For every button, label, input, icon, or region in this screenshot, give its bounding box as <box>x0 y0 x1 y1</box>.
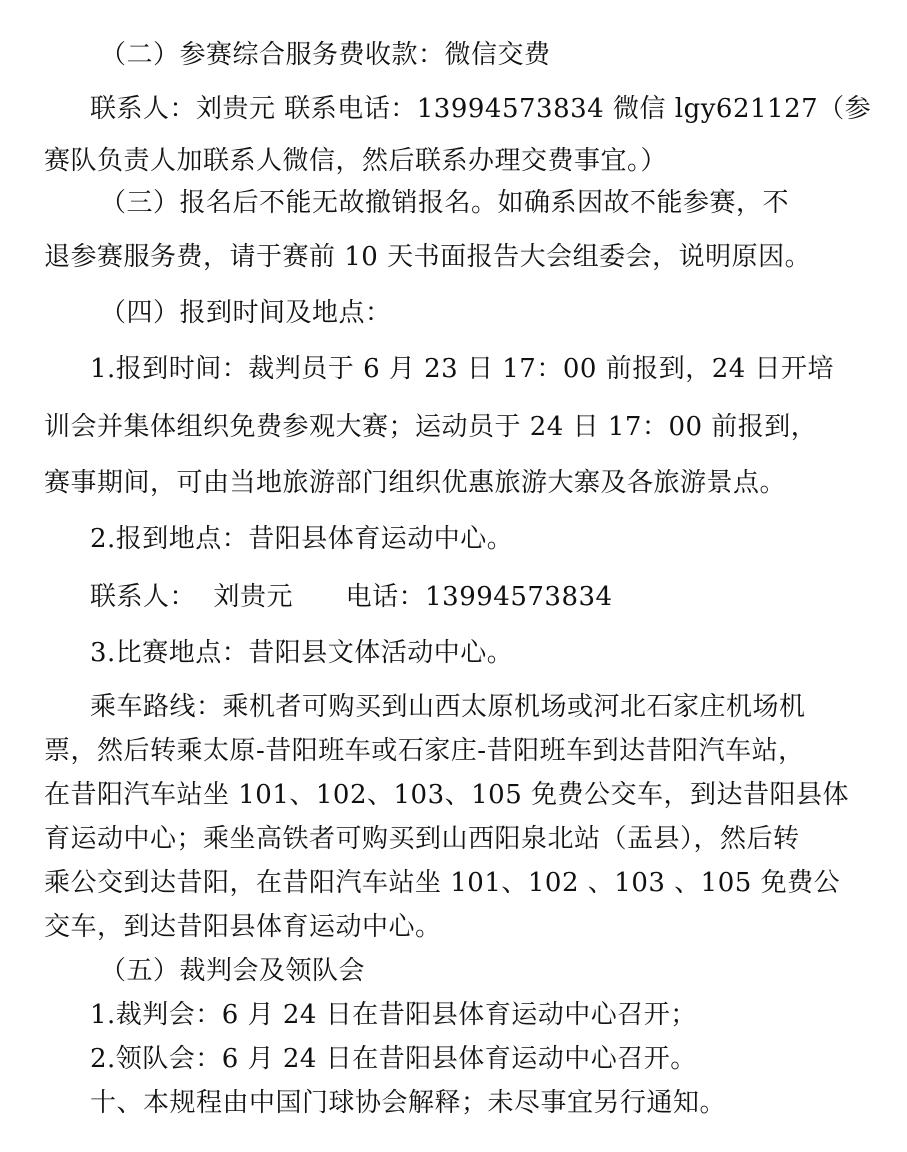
transport-route-cont-4: 乘公交到达昔阳，在昔阳汽车站坐 101、102 、103 、105 免费公 <box>44 868 841 898</box>
team-leader-meeting-line: 2.领队会：6 月 24 日在昔阳县体育运动中心召开。 <box>90 1044 697 1074</box>
section-3-withdrawal-paragraph: （三）报名后不能无故撤销报名。如确系因故不能参赛，不 <box>100 188 790 218</box>
contact-line-cont: 赛队负责人加联系人微信，然后联系办理交费事宜。） <box>44 146 668 176</box>
referee-meeting-line: 1.裁判会：6 月 24 日在昔阳县体育运动中心召开； <box>90 1000 697 1030</box>
transport-route-cont-1: 票，然后转乘太原-昔阳班车或石家庄-昔阳班车到达昔阳汽车站， <box>44 736 805 766</box>
match-venue-line: 3.比赛地点：昔阳县文体活动中心。 <box>90 638 514 668</box>
transport-route-cont-2: 在昔阳汽车站坐 101、102、103、105 免费公交车，到达昔阳县体 <box>44 780 850 810</box>
report-time-cont-2: 赛事期间，可由当地旅游部门组织优惠旅游大寨及各旅游景点。 <box>44 468 787 498</box>
section-4-heading: （四）报到时间及地点： <box>100 298 392 328</box>
interpretation-clause: 十、本规程由中国门球协会解释；未尽事宜另行通知。 <box>90 1088 727 1118</box>
section-5-heading: （五）裁判会及领队会 <box>100 956 366 986</box>
report-time-line: 1.报到时间：裁判员于 6 月 23 日 17：00 前报到，24 日开培 <box>90 354 835 384</box>
contact-line: 联系人：刘贵元 联系电话：13994573834 微信 lgy621127（参 <box>90 94 872 124</box>
location-contact-line: 联系人： 刘贵元 电话：13994573834 <box>90 582 613 612</box>
transport-route-cont-5: 交车，到达昔阳县体育运动中心。 <box>44 912 442 942</box>
report-time-cont-1: 训会并集体组织免费参观大赛；运动员于 24 日 17：00 前报到， <box>44 412 818 442</box>
section-3-withdrawal-cont: 退参赛服务费，请于赛前 10 天书面报告大会组委会，说明原因。 <box>44 242 812 272</box>
report-location-line: 2.报到地点：昔阳县体育运动中心。 <box>90 524 514 554</box>
transport-route-cont-3: 育运动中心；乘坐高铁者可购买到山西阳泉北站（盂县），然后转 <box>44 824 800 854</box>
section-2-service-fee-heading: （二）参赛综合服务费收款：微信交费 <box>100 40 551 70</box>
transport-route-line: 乘车路线：乘机者可购买到山西太原机场或河北石家庄机场机 <box>90 692 806 722</box>
